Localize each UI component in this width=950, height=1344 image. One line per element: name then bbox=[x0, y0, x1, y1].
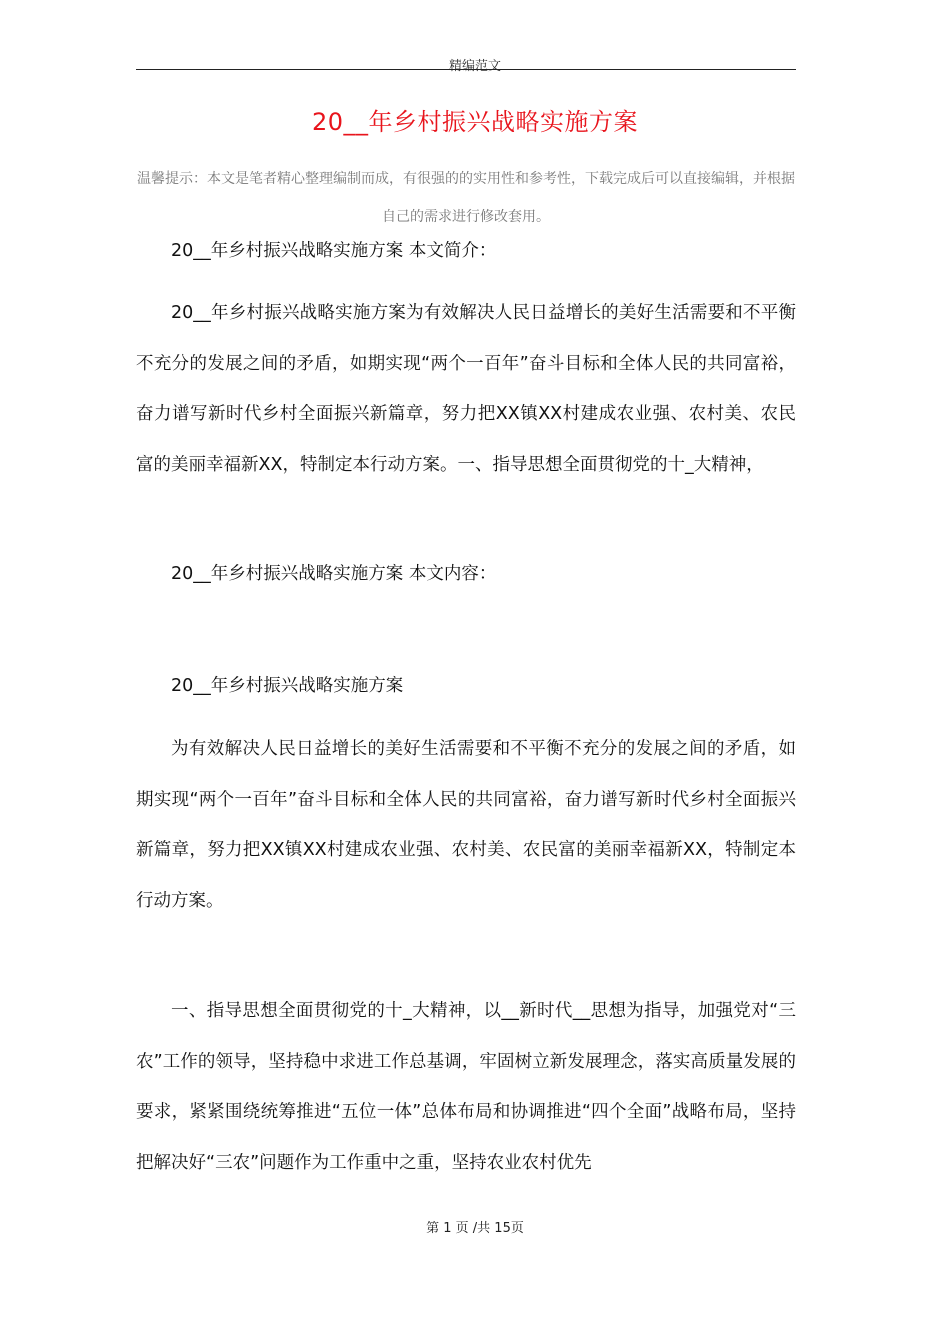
body-paragraph-1: 为有效解决人民日益增长的美好生活需要和不平衡不充分的发展之间的矛盾，如期实现“两个一百年”奋斗目标和全体人民的共同富裕，奋力谱写新时代乡村全面振兴新篇章，努力把XX镇XX村建成农业强、农村美、农民富的美丽幸福新XX，特制定本行动方案。 bbox=[136, 739, 796, 911]
document-title: 20__年乡村振兴战略实施方案 bbox=[311, 108, 639, 136]
intro-heading: 20__年乡村振兴战略实施方案 本文简介： bbox=[171, 241, 497, 261]
reminder-tip: 温馨提示：本文是笔者精心整理编制而成，有很强的的实用性和参考性，下载完成后可以直接编辑，并根据自己的需求进行修改套用。 bbox=[137, 171, 795, 225]
page-header-label: 精编范文 bbox=[448, 59, 501, 74]
content-heading: 20__年乡村振兴战略实施方案 本文内容： bbox=[171, 564, 497, 584]
header-divider bbox=[136, 69, 796, 70]
page-number-footer: 第 1 页 /共 15页 bbox=[426, 1221, 524, 1236]
intro-paragraph: 20__年乡村振兴战略实施方案为有效解决人民日益增长的美好生活需要和不平衡不充分的发展之间的矛盾，如期实现“两个一百年”奋斗目标和全体人民的共同富裕，奋力谱写新时代乡村全面振兴新篇章，努力把XX镇XX村建成农业强、农村美、农民富的美丽幸福新XX，特制定本行动方案。一、指导思想全面贯彻党的十_大精神， bbox=[136, 303, 796, 475]
body-paragraph-2: 一、指导思想全面贯彻党的十_大精神，以__新时代__思想为指导，加强党对“三农”工作的领导，坚持稳中求进工作总基调，牢固树立新发展理念，落实高质量发展的要求，紧紧围绕统筹推进“五位一体”总体布局和协调推进“四个全面”战略布局，坚持把解决好“三农”问题作为工作重中之重，坚持农业农村优先 bbox=[136, 1001, 796, 1173]
section-title: 20__年乡村振兴战略实施方案 bbox=[171, 676, 404, 696]
